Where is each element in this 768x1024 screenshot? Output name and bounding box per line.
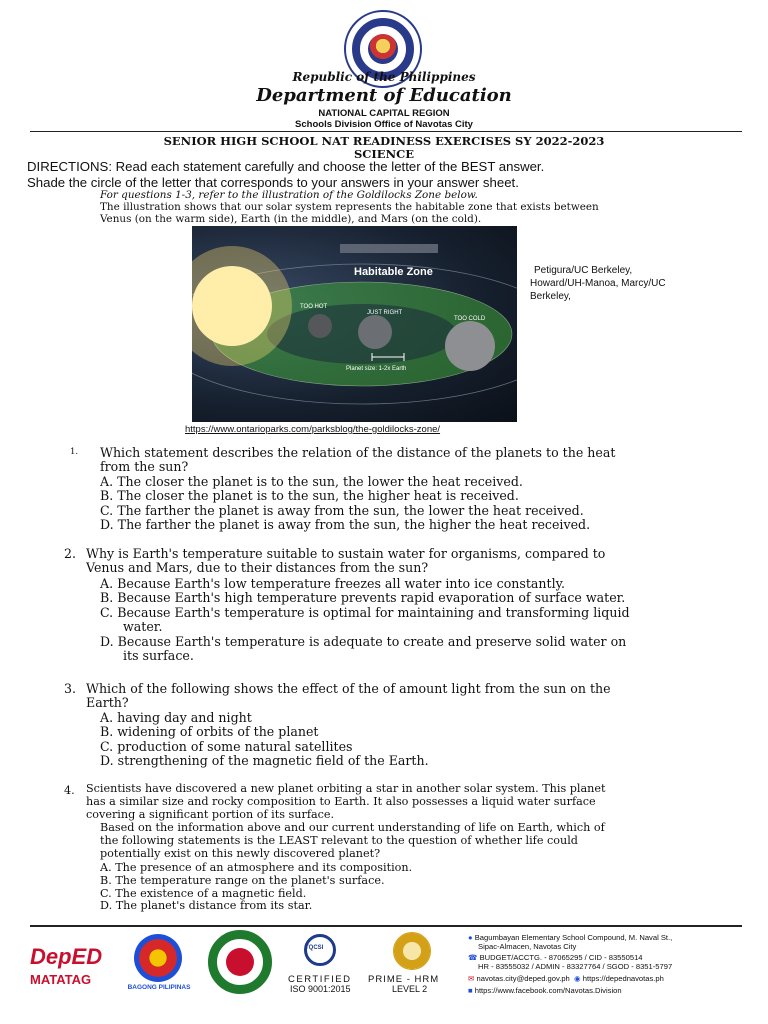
question-stem: Which statement describes the relation of the distance of the planets to the heat from the sun? [100,445,616,475]
question-stem-continued: Based on the information above and our current understanding of life on Earth, which of the following statements is the LEAST relevant to the question of whether life could potentially exist on this newly discovered planet? [100,821,605,860]
label-too-hot: TOO HOT [300,304,328,310]
online-contacts [468,974,672,983]
contact-block: ● Bagumbayan Elementary School Compound, M. Naval St., Sipac-Almacen, Navotas City ☎ BUDGET/ACCTG. - 87065295 / CID - 83550514 HR - 83555032 / ADMIN - 83327764 / SGOD - 8351-5797 ✉ navotas.city@deped.gov.ph ◉ https://depednavotas.ph ■ https://www.facebook.com/Navotas.Division [468,933,673,995]
prime-hrm-label: PRIME - HRM [368,974,440,985]
option-a[interactable]: A. The closer the planet is to the sun, the lower the heat received. [100,474,523,489]
question-stem: Which of the following shows the effect of the of amount light from the sun on the Earth? [86,681,611,711]
division-line: Schools Division Office of Navotas City [295,119,473,130]
figure-title: Habitable Zone [354,266,433,278]
source-link[interactable]: https://www.ontarioparks.com/parksblog/the-goldilocks-zone/ [185,424,441,435]
address: ● Bagumbayan Elementary School Compound, M. Naval St., [468,933,673,942]
facebook-link[interactable]: https://www.facebook.com/Navotas.Division [474,986,622,995]
question-number: 2. [64,546,77,561]
question-stem: Scientists have discovered a new planet orbiting a star in another solar system. This planet has a similar size and rocky composition to Earth. It also possesses a liquid water surface covering a significant portion of its surface. [86,782,606,821]
exam-title: SENIOR HIGH SCHOOL NAT READINESS EXERCISES SY 2022-2023 [163,134,605,148]
bagong-pilipinas-logo [128,934,188,982]
directions-line-2: Shade the circle of the letter that corresponds to your answers in your answer sheet. [27,175,519,190]
illustration-desc-1: The illustration shows that our solar system represents the habitable zone that exists between [100,201,599,213]
deped-logo: DepED [30,944,103,969]
option-c[interactable]: C. Because Earth's temperature is optimal for maintaining and transforming liquid water. [100,604,630,635]
division-seal-logo [208,930,272,994]
header-divider [30,131,742,132]
label-too-cold: TOO COLD [454,316,486,322]
option-b[interactable]: B. The closer the planet is to the sun, the higher heat is received. [100,488,519,504]
tqcsi-logo [300,934,340,972]
phones: ☎ BUDGET/ACCTG. - 87065295 / CID - 83550514 [468,953,643,962]
email-link[interactable]: navotas.city@deped.gov.ph [476,974,570,983]
location-pin-icon: ● [468,933,473,942]
tqcsi-label: TQCSI [305,945,324,951]
option-b[interactable]: B. Because Earth's high temperature prevents rapid evaporation of surface water. [100,590,626,606]
website-link[interactable]: https://depednavotas.ph [582,974,664,983]
option-c[interactable]: C. The existence of a magnetic field. [100,886,307,900]
option-list [100,862,412,913]
question-number: 4. [64,784,75,797]
habitable-zone-illustration [192,226,517,422]
option-d[interactable]: D. Because Earth's temperature is adequate to create and preserve solid water on its surface. [100,633,627,664]
iso-label: ISO 9001:2015 [290,984,351,994]
option-c[interactable]: C. The farther the planet is away from the sun, the lower the heat received. [100,502,584,518]
globe-icon: ◉ [574,974,581,983]
exam-subject: SCIENCE [353,147,415,161]
option-a[interactable]: A. Because Earth's low temperature freezes all water into ice constantly. [100,576,566,591]
label-just-right: JUST RIGHT [367,310,403,316]
figure-credit: Petigura/UC Berkeley, Howard/UH-Manoa, Marcy/UC Berkeley, [530,265,666,302]
option-a[interactable]: A. having day and night [100,710,252,725]
option-b[interactable]: B. The temperature range on the planet's surface. [100,873,385,887]
region-line: NATIONAL CAPITAL REGION [318,108,450,119]
directions-line-1: DIRECTIONS: Read each statement carefully and choose the letter of the BEST answer. [27,159,545,174]
option-a[interactable]: A. The presence of an atmosphere and its composition. [100,861,413,874]
illustration-desc-2: Venus (on the warm side), Earth (in the middle), and Mars (on the cold). [100,213,482,225]
option-list [100,475,590,533]
option-list [100,577,630,663]
facebook-icon: ■ [468,986,473,995]
department-title: Department of Education [256,85,512,106]
option-list [100,711,429,769]
certified-label: CERTIFIED [288,974,352,985]
option-d[interactable]: D. The planet's distance from its star. [100,899,313,913]
option-d[interactable]: D. The farther the planet is away from the sun, the higher the heat received. [100,517,591,533]
phone-icon: ☎ [468,953,478,962]
option-c[interactable]: C. production of some natural satellites [100,738,353,754]
matatag-logo: MATATAG [30,972,92,987]
email-icon: ✉ [468,974,475,983]
republic-line: Republic of the Philippines [292,70,476,84]
option-b[interactable]: B. widening of orbits of the planet [100,724,319,740]
prime-level-label: LEVEL 2 [392,984,428,994]
label-planet-size: Planet size: 1-2x Earth [346,366,407,372]
bagong-pilipinas-text: BAGONG PILIPINAS [127,984,191,991]
prime-hrm-logo [390,932,434,974]
refer-note: For questions 1-3, refer to the illustration of the Goldilocks Zone below. [100,189,478,201]
question-stem: Why is Earth's temperature suitable to sustain water for organisms, compared to Venus and Mars, due to their distances from the sun? [86,546,606,576]
footer-divider [30,925,742,927]
question-number: 3. [64,681,77,696]
question-number: 1. [70,447,79,457]
option-d[interactable]: D. strengthening of the magnetic field of the Earth. [100,753,429,769]
